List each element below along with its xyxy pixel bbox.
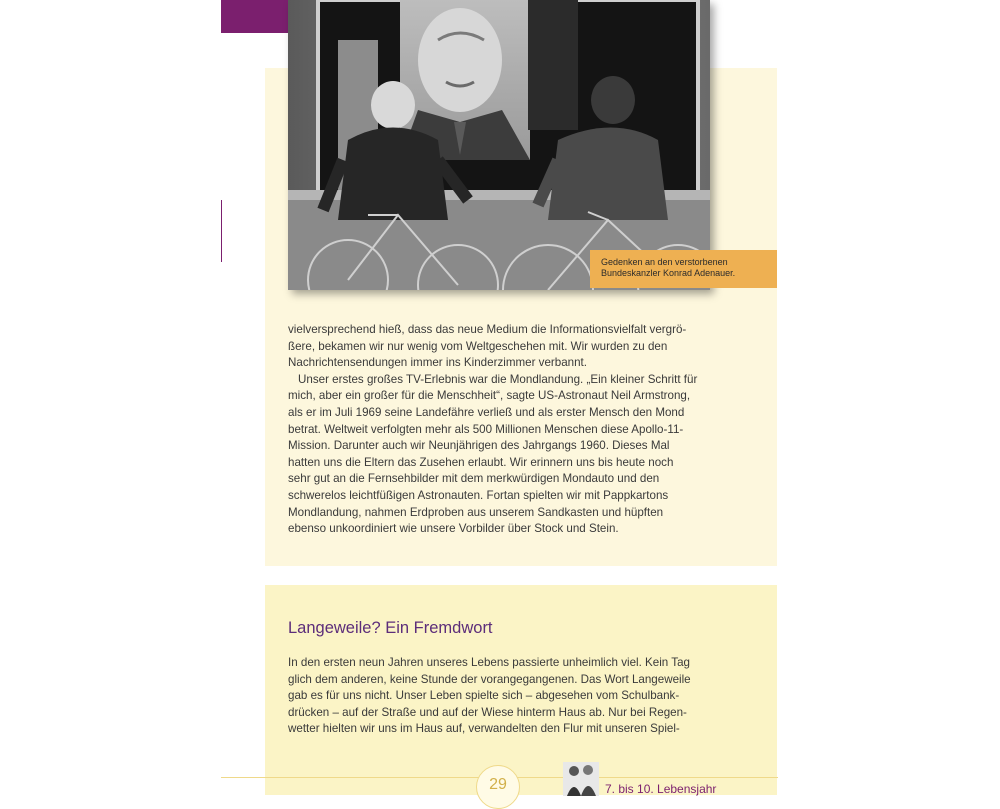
text-line: vielversprechend hieß, dass das neue Medium die Informationsvielfalt vergrö-: [288, 323, 687, 336]
text-line: Mission. Darunter auch wir Neunjährigen des Jahrgangs 1960. Dieses Mal: [288, 439, 670, 453]
caption-line-2: Bundeskanzler Konrad Adenauer.: [601, 268, 736, 278]
text-line: gab es für uns nicht. Unser Leben spielte sich – abgesehen vom Schulbank-: [288, 689, 680, 703]
text-line: wetter hielten wir uns im Haus auf, verwandelten den Flur mit unseren Spiel-: [288, 722, 680, 736]
text-line: ebenso unkoordiniert wie unsere Vorbilder über Stock und Stein.: [288, 522, 619, 536]
text-line: als er im Juli 1969 seine Landefähre verließ und als erster Mensch den Mond: [288, 405, 685, 419]
text-line: betrat. Weltweit verfolgten mehr als 500 Millionen Menschen diese Apollo-11-: [288, 422, 684, 436]
photo-caption: [590, 250, 777, 288]
text-line: Nachrichtensendungen immer ins Kinderzimmer verbannt.: [288, 356, 587, 370]
section2-text: [288, 655, 718, 738]
chapter-label: 7. bis 10. Lebensjahr: [605, 782, 717, 796]
chapter-color-tab: [221, 0, 288, 33]
text-line: glich dem anderen, keine Stunde der vorangegangenen. Das Wort Langeweile: [288, 672, 691, 686]
caption-line-1: Gedenken an den verstorbenen: [601, 257, 728, 267]
adenauer-memorial-photo: [288, 0, 710, 290]
children-thumbnail-icon: [563, 762, 599, 796]
text-line: hatten uns die Eltern das Zusehen erlaubt. Wir erinnern uns bis heute noch: [288, 455, 674, 469]
text-line: drücken – auf der Straße und auf der Wiese hinterm Haus ab. Nur bei Regen-: [288, 705, 687, 719]
text-line: ßere, bekamen wir nur wenig vom Weltgeschehen mit. Wir wurden zu den: [288, 339, 668, 353]
section-heading: Langeweile? Ein Fremdwort: [288, 619, 493, 637]
section1-text: [288, 322, 718, 538]
text-line: schwerelos leichtfüßigen Astronauten. Fortan spielten wir mit Pappkartons: [288, 488, 669, 502]
text-line: sehr gut an die Fernsehbilder mit dem merkwürdigen Mondauto und den: [288, 472, 660, 486]
text-line: mich, aber ein großer für die Menschheit“, sagte US-Astronaut Neil Armstrong,: [288, 389, 691, 403]
page-number: 29: [476, 765, 520, 809]
text-line: Mondlandung, nahmen Erdproben aus unserem Sandkasten und hüpften: [288, 505, 664, 519]
text-line: In den ersten neun Jahren unseres Lebens passierte unheimlich viel. Kein Tag: [288, 656, 690, 669]
text-line: Unser erstes großes TV-Erlebnis war die Mondlandung. „Ein kleiner Schritt für: [298, 372, 698, 386]
margin-marker: [221, 200, 222, 262]
photo-illustration: [288, 0, 710, 290]
